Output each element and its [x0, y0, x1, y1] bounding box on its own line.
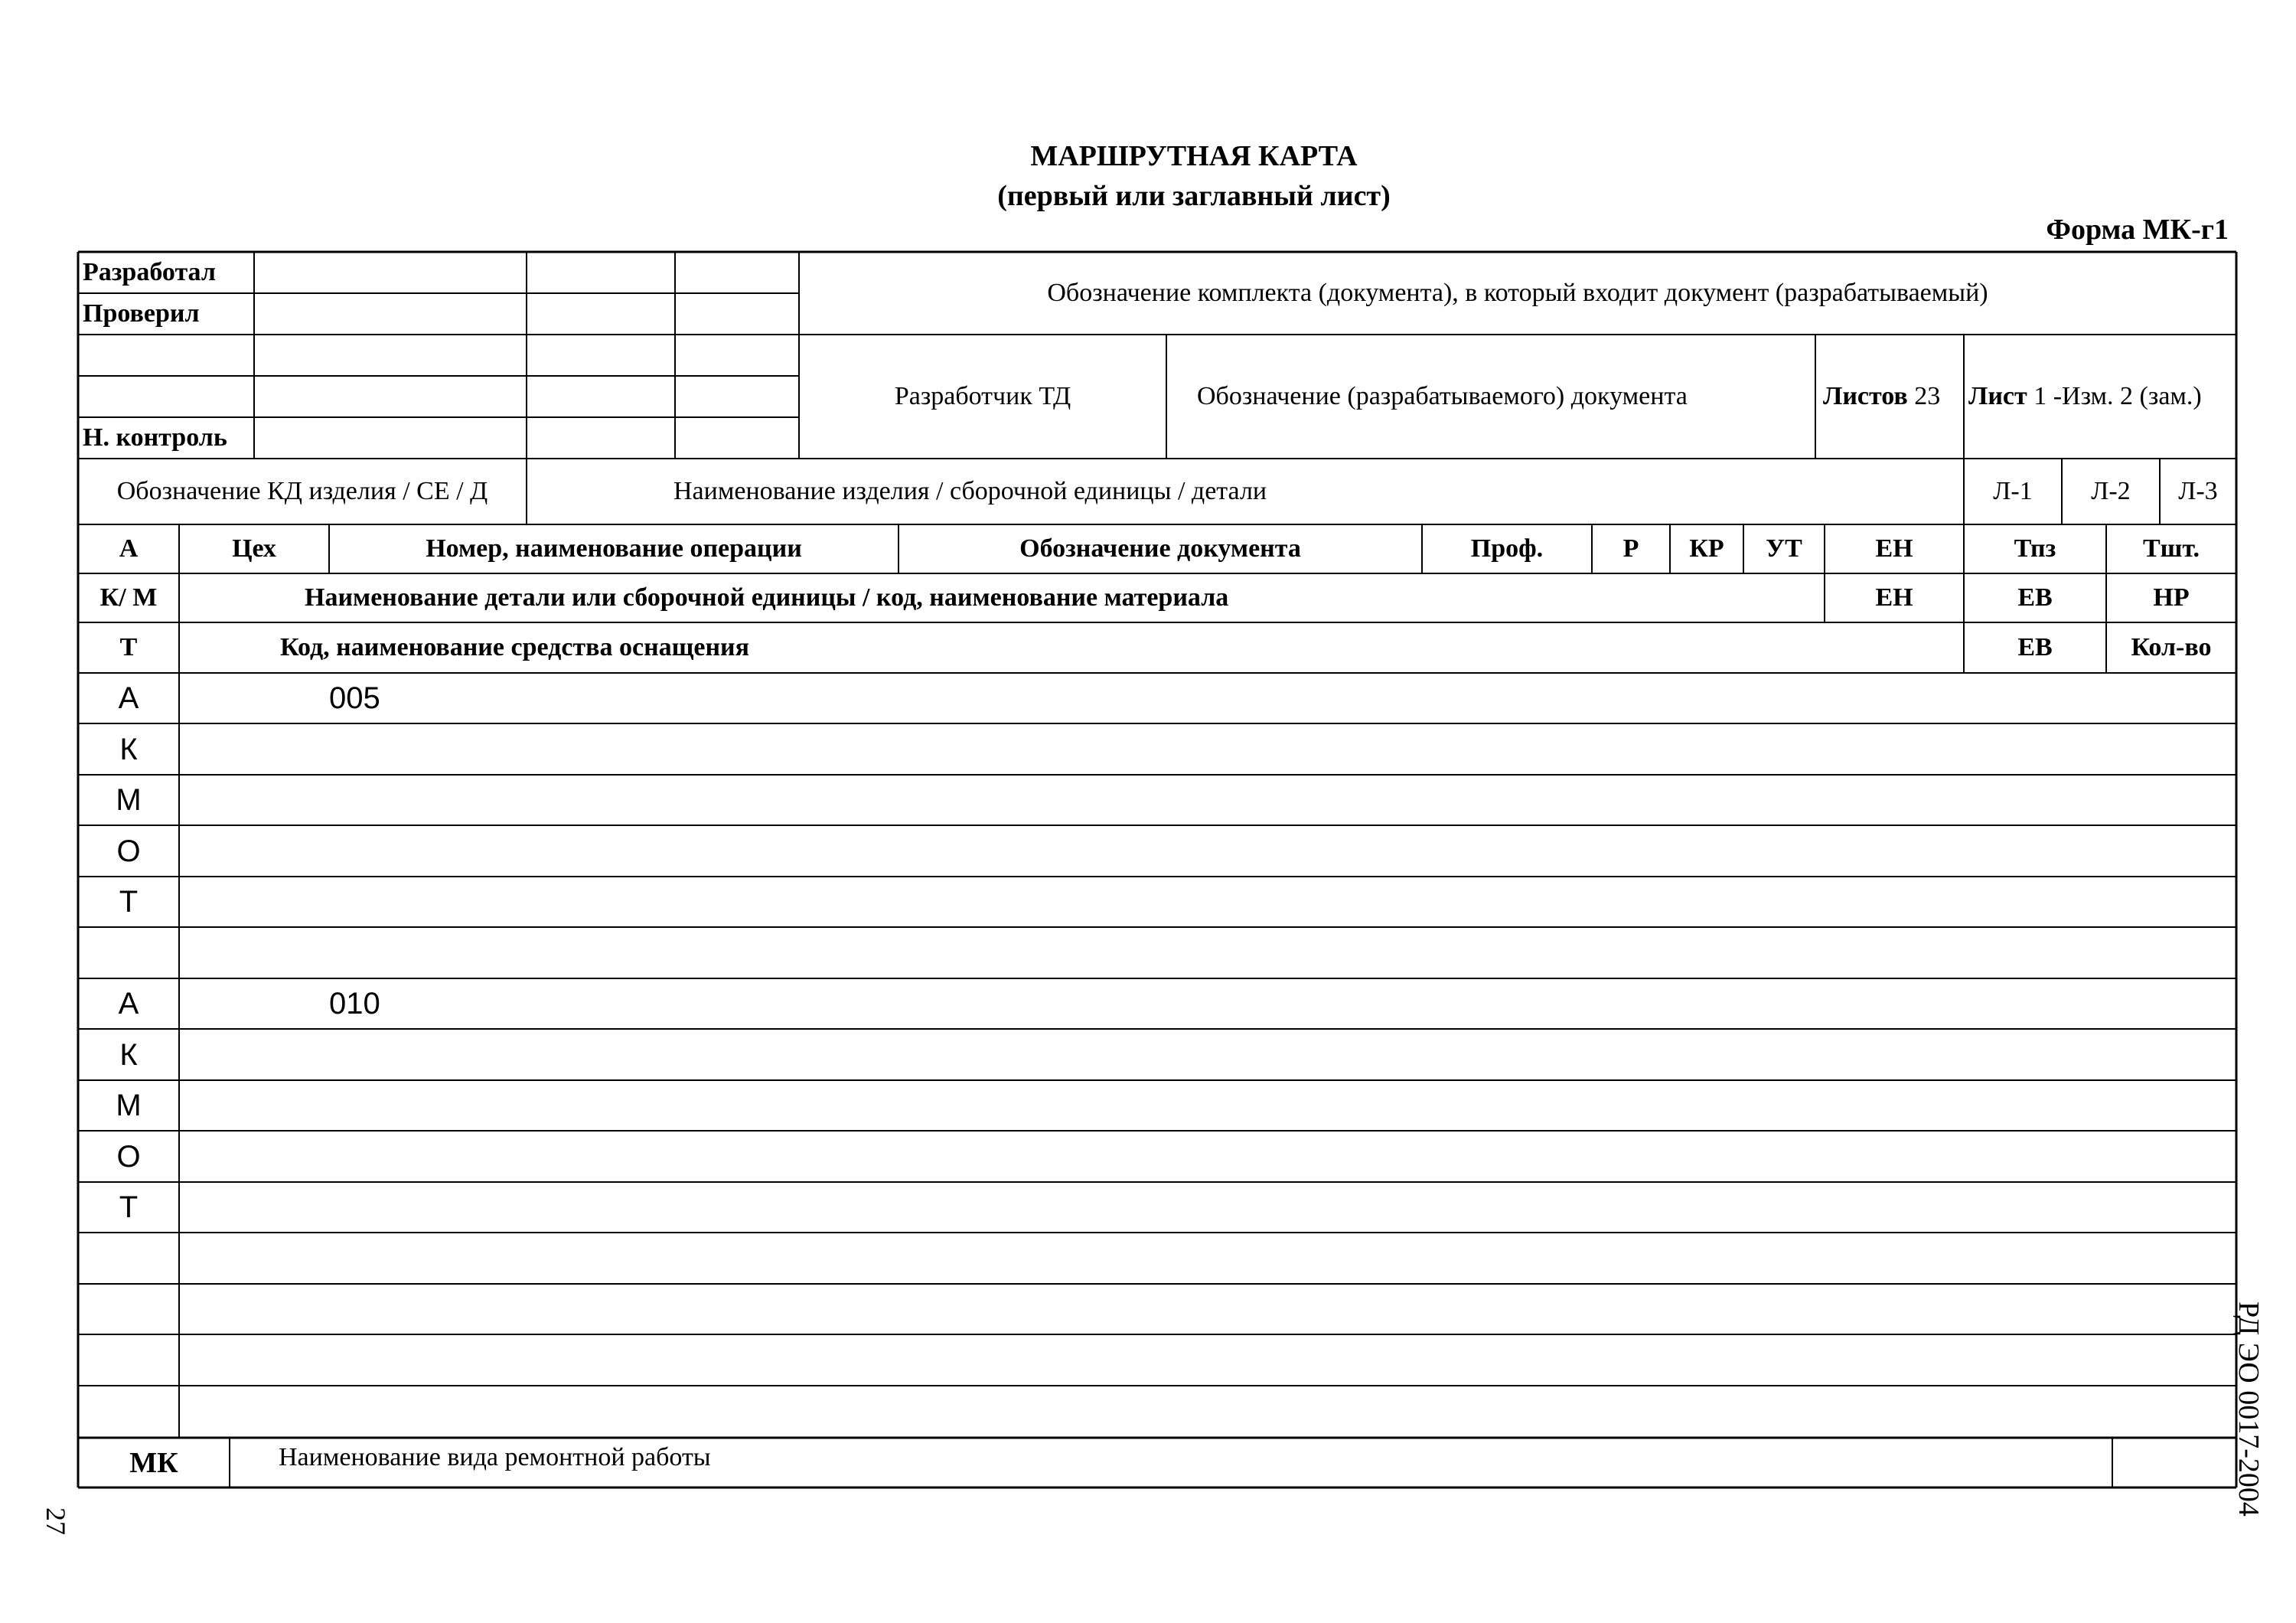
col-km: К/ М: [99, 583, 158, 612]
row-code: Т: [119, 885, 139, 919]
col-t-ev: ЕВ: [2017, 633, 2053, 661]
col-tpz: Тпз: [2014, 534, 2056, 563]
page-number: 27: [41, 1507, 71, 1535]
set-designation-cell: Обозначение комплекта (документа), в который входит документ (разрабатываемый): [1047, 279, 1988, 307]
product-name-cell: Наименование изделия / сборочной единицы / детали: [673, 477, 1267, 505]
row-code: А: [118, 681, 139, 715]
sheets-value: 23: [1914, 382, 1941, 410]
row-code: М: [116, 1089, 142, 1122]
form-code: Форма МК-г1: [2046, 214, 2229, 246]
label-norm-control: Н. контроль: [83, 423, 227, 452]
col-r: Р: [1623, 534, 1639, 563]
mk-label: МК: [129, 1446, 178, 1479]
standard-code: РД ЭО 0017-2004: [2232, 1301, 2265, 1517]
col-km-en: ЕН: [1875, 583, 1913, 612]
row-code: Т: [119, 1190, 139, 1224]
row-code: К: [119, 1037, 138, 1072]
sheet-value: 1 -Изм. 2 (зам.): [2033, 382, 2202, 410]
sheets-label: Листов: [1823, 382, 1908, 410]
col-document: Обозначение документа: [1019, 534, 1301, 563]
title-line: МАРШРУТНАЯ КАРТА: [1030, 140, 1358, 172]
col-t-qty: Кол-во: [2131, 633, 2212, 661]
col-material: Наименование детали или сборочной единицы / код, наименование материала: [305, 583, 1229, 612]
col-workshop: Цех: [232, 534, 276, 563]
kd-designation-cell: Обозначение КД изделия / СЕ / Д: [116, 477, 488, 505]
col-t: Т: [119, 633, 138, 661]
row-operation-number: 005: [329, 681, 380, 715]
sheet-label: Лист: [1968, 382, 2027, 410]
row-code: К: [119, 732, 138, 766]
col-ut: УТ: [1766, 534, 1802, 563]
col-en: ЕН: [1875, 534, 1913, 563]
sheet-number-cell: [1968, 335, 2202, 459]
col-operation: Номер, наименование операции: [426, 534, 802, 563]
row-code: А: [118, 987, 139, 1020]
col-km-nr: НР: [2153, 583, 2190, 612]
row-code: О: [116, 834, 141, 868]
col-km-ev: ЕВ: [2017, 583, 2053, 612]
col-tooling: Код, наименование средства оснащения: [280, 633, 750, 661]
l2-cell: Л-2: [2091, 477, 2131, 505]
row-code: О: [116, 1139, 141, 1174]
row-operation-number: 010: [329, 987, 380, 1020]
label-checked: Проверил: [83, 299, 200, 328]
col-profession: Проф.: [1470, 534, 1544, 563]
td-developer-cell: Разработчик ТД: [894, 382, 1071, 410]
col-kr: КР: [1689, 534, 1724, 563]
repair-type-cell: Наименование вида ремонтной работы: [279, 1443, 711, 1471]
doc-designation-cell: Обозначение (разрабатываемого) документа: [1197, 382, 1688, 410]
row-code: М: [116, 783, 142, 817]
col-a: А: [119, 534, 139, 563]
label-developed: Разработал: [83, 258, 216, 286]
sheets-count-cell: [1823, 335, 1940, 459]
l1-cell: Л-1: [1993, 477, 2033, 505]
col-tsht: Тшт.: [2142, 534, 2200, 563]
l3-cell: Л-3: [2178, 477, 2218, 505]
subtitle-line: (первый или заглавный лист): [997, 180, 1391, 212]
